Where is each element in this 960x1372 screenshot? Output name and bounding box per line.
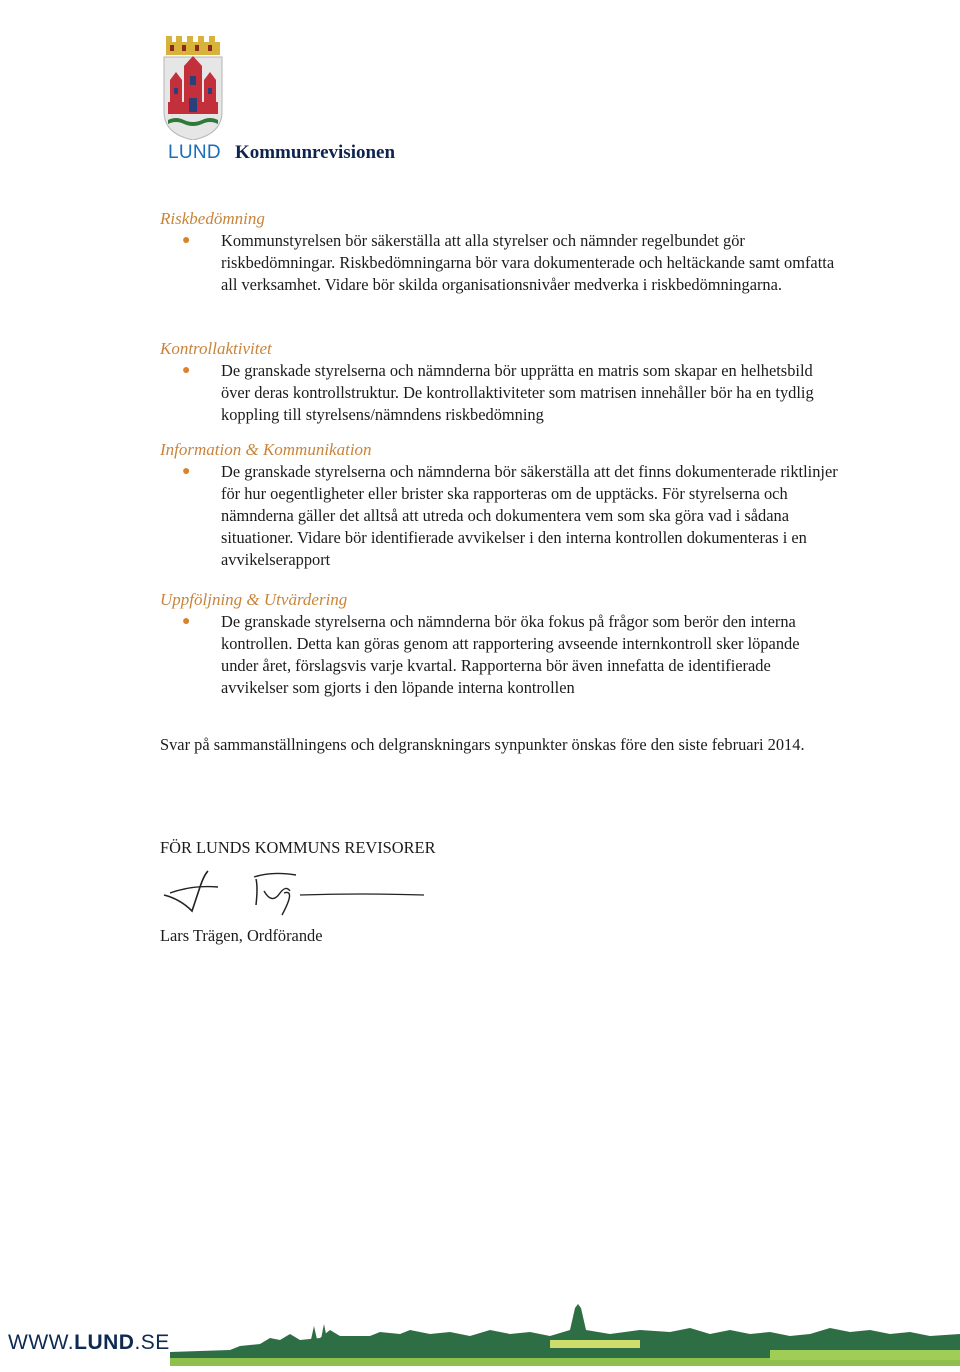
section-information-kommunikation (160, 439, 840, 571)
closing-paragraph: Svar på sammanställningens och delgranskningars synpunkter önskas före den siste februari 2014. (160, 735, 805, 754)
department-name: Kommunrevisionen (234, 142, 396, 163)
signatory-name: Lars Trägen, Ordförande (160, 926, 323, 945)
bullet-item (160, 461, 840, 571)
section-title: Information & Kommunikation (160, 440, 372, 459)
bullet-item (160, 611, 840, 699)
city-skyline-graphic (170, 1300, 960, 1366)
bullet-text: Kommunstyrelsen bör säkerställa att alla styrelser och nämnder regelbundet gör riskbedömningar. Riskbedömningarna bör vara dokumenterade och heltäckande samt omfatta all verksamhet. Vidare bör skilda organisationsnivåer medverka i riskbedömningarna. (221, 231, 835, 294)
bullet-text: De granskade styrelserna och nämnderna bör upprätta en matris som skapar en helhetsbild över deras kontrollstruktur. De kontrollaktiviteter som matrisen innehåller bör ha en tydlig koppling till styrelsens/nämndens riskbedömning (221, 361, 814, 424)
url-suffix: .SE (134, 1331, 170, 1354)
section-riskbedomning (160, 208, 840, 296)
section-kontrollaktivitet (160, 338, 840, 426)
signature-heading: FÖR LUNDS KOMMUNS REVISORER (160, 838, 436, 857)
letterhead (168, 142, 395, 164)
bullet-item (160, 230, 840, 296)
city-name: LUND (168, 142, 221, 163)
bullet-item (160, 360, 840, 426)
bullet-icon: ● (182, 614, 191, 629)
url-prefix: WWW. (8, 1331, 75, 1354)
bullet-icon: ● (182, 464, 191, 479)
section-title: Riskbedömning (160, 209, 265, 228)
handwritten-signature (162, 865, 427, 921)
section-uppfoljning-utvardering (160, 589, 840, 699)
bullet-icon: ● (182, 233, 191, 248)
website-link[interactable] (8, 1331, 170, 1355)
bullet-icon: ● (182, 363, 191, 378)
bullet-text: De granskade styrelserna och nämnderna bör öka fokus på frågor som berör den interna kontrollen. Detta kan göras genom att rapportering avseende internkontroll sker löpande under året, förslagsvis varje kvartal. Rapporterna bör även innefatta de identifierade avvikelser som gjorts i den löpande interna kontrollen (221, 612, 800, 697)
bullet-text: De granskade styrelserna och nämnderna bör säkerställa att det finns dokumenterade riktlinjer för hur oegentligheter eller brister ska rapporteras om de upptäcks. För styrelserna och nämnderna gäller det alltså att utreda och dokumentera vem som ska göra vad i sådana situationer. Vidare bör identifierade avvikelser i den interna kontrollen dokumenteras i en avvikelserapport (221, 462, 838, 569)
lund-coat-of-arms-logo (162, 36, 224, 140)
url-domain: LUND (74, 1331, 135, 1354)
section-title: Kontrollaktivitet (160, 339, 272, 358)
section-title: Uppföljning & Utvärdering (160, 590, 348, 609)
